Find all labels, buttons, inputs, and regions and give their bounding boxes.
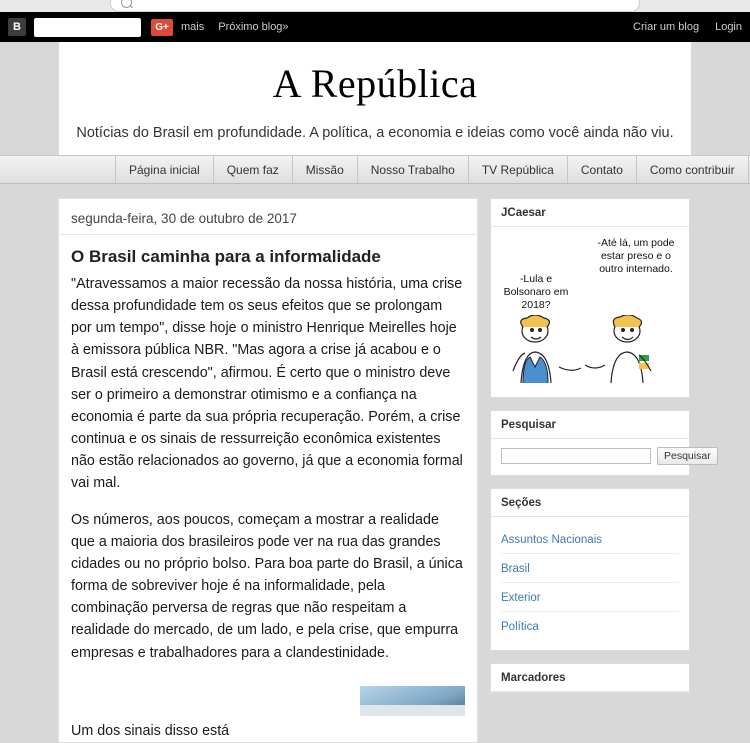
navbar-search-input[interactable] [34,18,141,37]
tab-missao[interactable]: Missão [293,156,358,183]
search-row [501,447,711,465]
search-input[interactable] [501,448,651,464]
nav-tabs-bar [0,155,750,184]
navbar-right-group [617,21,742,33]
post-photo [360,686,465,716]
post-title[interactable]: O Brasil caminha para a informalidade [71,247,381,266]
cartoon-bubble-left: -Lula e Bolsonaro em 2018? [503,273,569,312]
sidebar-item-exterior[interactable]: Exterior [501,592,541,604]
search-button[interactable]: Pesquisar [657,447,718,465]
widget-cartoon-title: JCaesar [491,199,689,227]
blog-header [59,42,691,115]
widget-cartoon [490,198,690,398]
tab-quem-faz[interactable]: Quem faz [214,156,293,183]
tab-nosso-trabalho[interactable]: Nosso Trabalho [358,156,469,183]
cartoon-bubble-right: -Até lá, um pode estar preso e o outro internado. [597,237,675,276]
navbar-next-blog-link[interactable]: Próximo blog» [218,21,289,33]
sidebar [490,198,711,743]
sidebar-item-assuntos-nacionais[interactable]: Assuntos Nacionais [501,534,602,546]
list-item[interactable] [501,525,679,554]
browser-top-strip [0,0,750,12]
nav-tabs [59,156,735,183]
list-item[interactable] [501,554,679,583]
navbar-more-link[interactable]: mais [181,21,205,33]
sidebar-item-politica[interactable]: Política [501,621,539,633]
tab-como-contribuir[interactable]: Como contribuir [637,156,749,183]
blog-title-rest: República [310,61,478,106]
navbar-login-link[interactable]: Login [715,21,742,33]
post-column [58,198,478,743]
widget-sections-title: Seções [491,489,689,517]
widget-sections [490,488,690,651]
widget-search-body [491,439,711,475]
sidebar-item-brasil[interactable]: Brasil [501,563,530,575]
list-item[interactable] [501,583,679,612]
post-paragraph-1: "Atravessamos a maior recessão da nossa história, uma crise dessa profundidade tem os seus efeitos que se prolongam por um tempo", disse hoje o ministro Henrique Meirelles hoje à emissora pública NBR. "Mas agora a crise já acabou e o Brasil está crescendo", afirmou. É certo que o ministro deve ser o primeiro a demonstrar otimismo e a confiança na economia é parte da sua própria recuperação. Porém, a crise continua e os sinais de ressurreição econômica existentes não estão relacionados ao governo, já que a economia formal vai mal. [71,276,463,492]
browser-search-pill[interactable] [110,0,640,12]
widget-sections-body [491,517,689,650]
post-body [59,273,477,686]
blogger-logo-icon[interactable]: B [8,18,26,36]
widget-labels [490,663,690,693]
search-icon [121,0,132,8]
post-paragraph-3: Um dos sinais disso está [71,722,230,739]
blog-title-a: A [272,61,302,106]
google-plus-icon[interactable]: G+ [151,19,173,36]
post-date: segunda-feira, 30 de outubro de 2017 [59,199,477,235]
blogger-navbar [0,12,750,42]
blog-header-wrap [59,42,691,155]
tab-tv-republica[interactable]: TV República [469,156,568,183]
page-content [59,184,711,743]
blog-description: Notícias do Brasil em profundidade. A política, a economia e ideias como você ainda não viu. [76,125,674,141]
widget-labels-title: Marcadores [491,664,689,692]
list-item[interactable] [501,612,679,640]
widget-search-title: Pesquisar [491,411,689,439]
sections-list [501,525,679,640]
page-title[interactable] [59,60,691,107]
tab-contato[interactable]: Contato [568,156,637,183]
post-paragraph-2: Os números, aos poucos, começam a mostrar a realidade que a maioria dos brasileiros pode ver na rua das grandes cidades ou no próprio bolso. Para boa parte do Brasil, a única forma de sobreviver hoje é na informalidade, pela combinação perversa de regras que não respeitam a realidade do mercado, de um lado, e pela crise, que empurra empresas e trabalhadores para a clandestinidade. [71,511,463,661]
tab-pagina-inicial[interactable]: Página inicial [115,156,214,183]
post-image-strip [59,686,477,716]
cartoon-body [491,227,689,397]
widget-search [490,410,711,476]
cartoon-illustration-icon [499,315,669,385]
navbar-create-blog-link[interactable]: Criar um blog [633,21,700,33]
